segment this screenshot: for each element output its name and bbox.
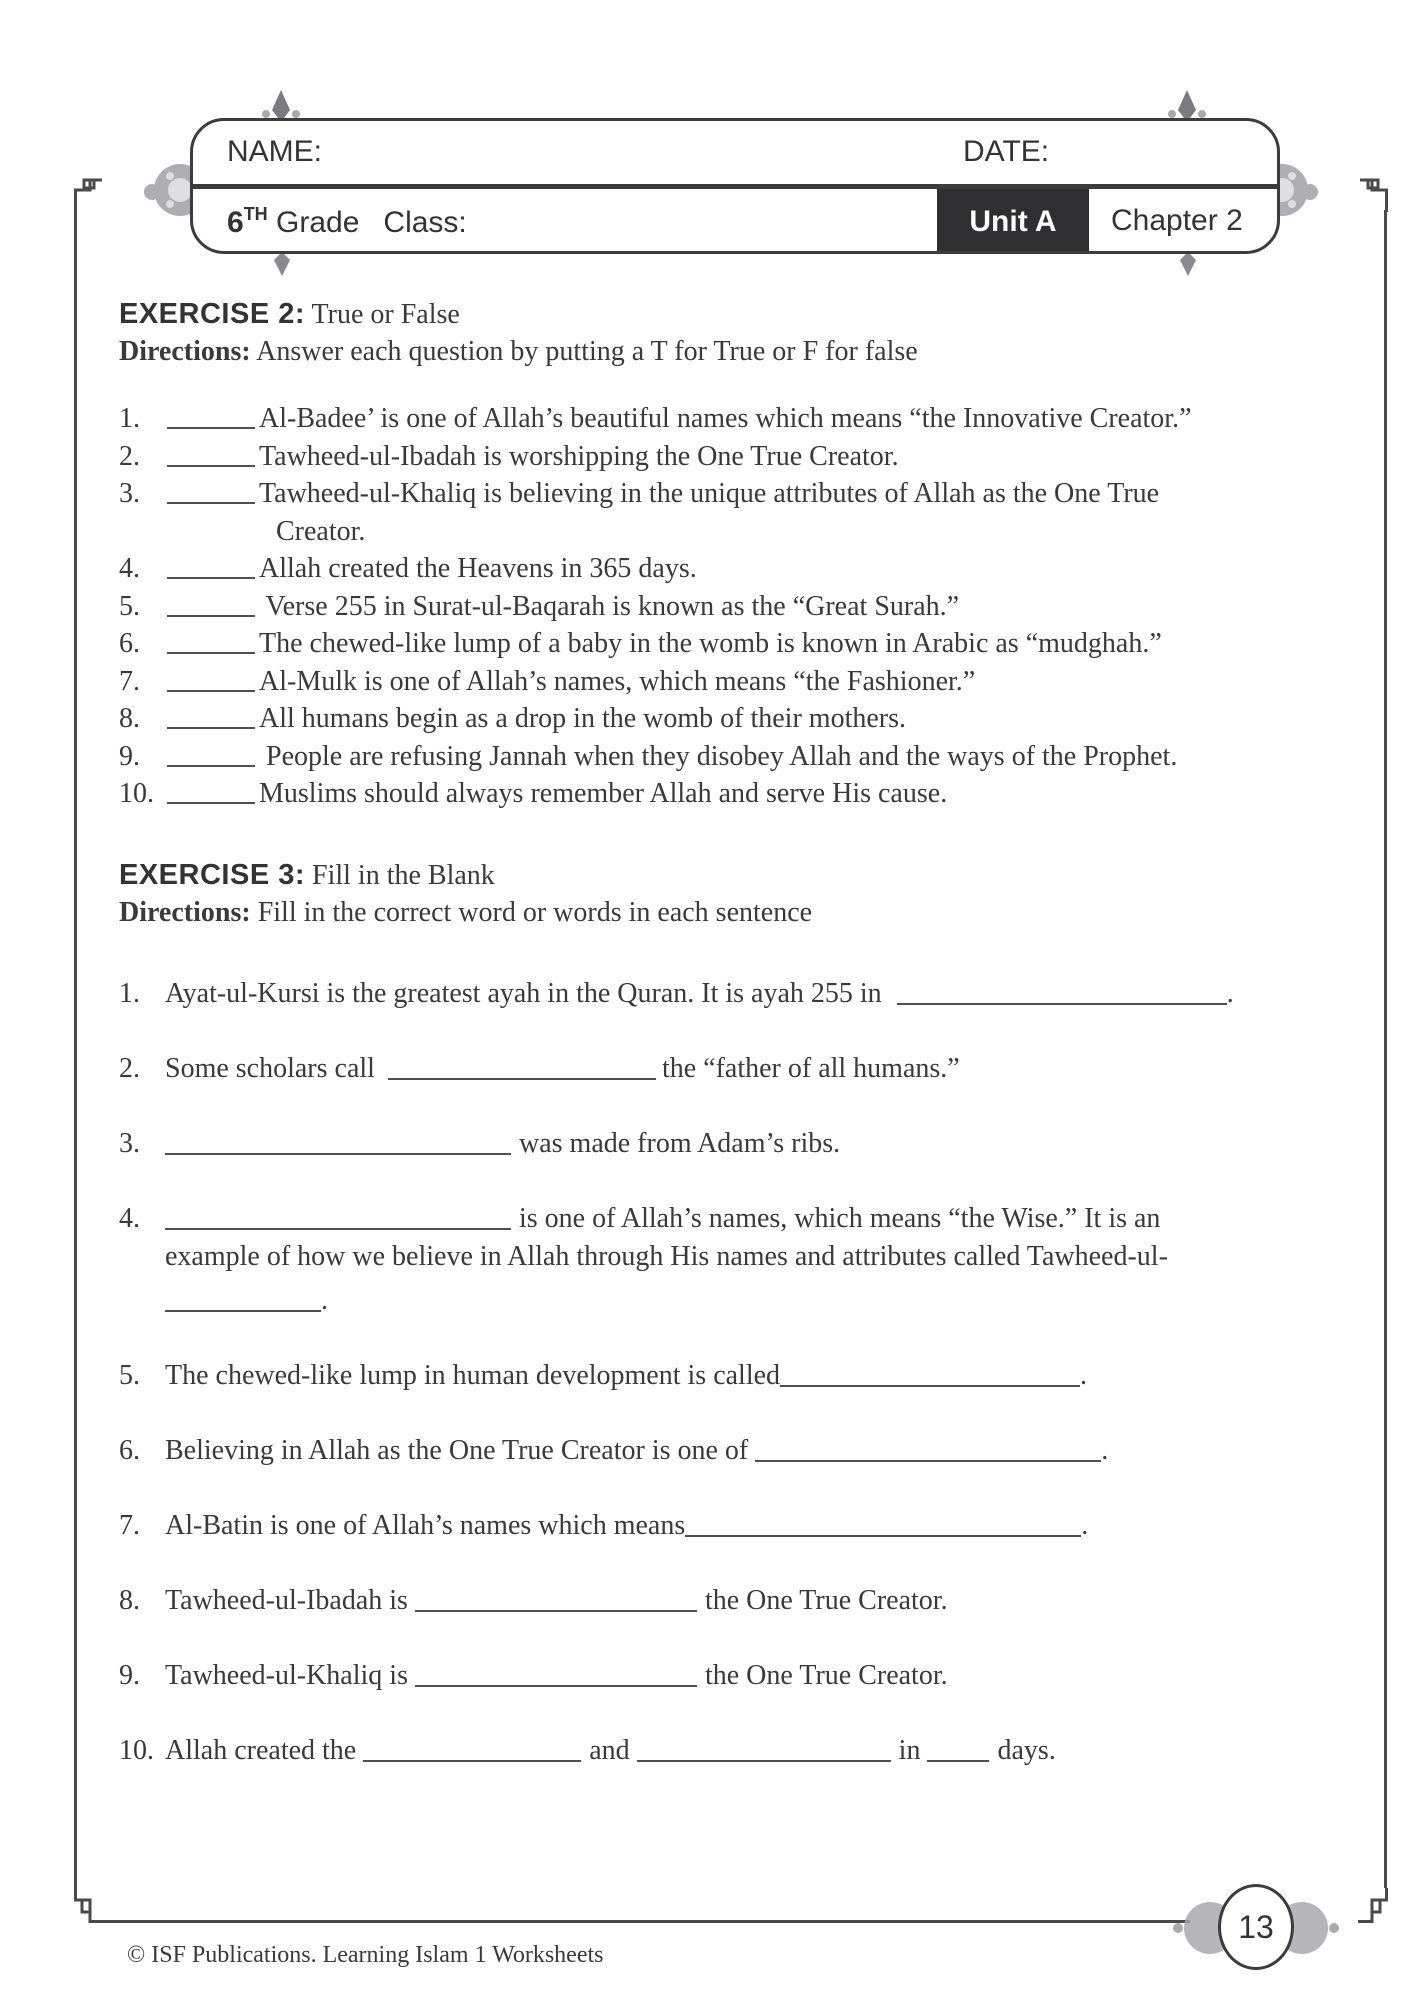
- true-false-item: [119, 475, 1339, 513]
- item-text: Tawheed-ul-Khaliq is believing in the unique attributes of Allah as the One True: [259, 478, 1160, 509]
- item-number: 10.: [119, 1734, 154, 1766]
- exercise-3: [119, 857, 1339, 1770]
- grade-number: 6: [227, 206, 244, 239]
- answer-blank[interactable]: [685, 1511, 1081, 1537]
- answer-blank[interactable]: [388, 1054, 656, 1080]
- item-number: 6.: [119, 628, 140, 659]
- item-text: Al-Mulk is one of Allah’s names, which means “the Fashioner.”: [259, 665, 976, 697]
- item-number: 3.: [119, 478, 140, 509]
- item-text: Tawheed-ul-Ibadah is: [165, 1584, 408, 1616]
- answer-blank[interactable]: [165, 1129, 511, 1155]
- fill-blank-item: [119, 1125, 1339, 1163]
- fill-blank-item: [119, 1357, 1339, 1395]
- item-text: .: [1101, 1434, 1109, 1466]
- exercise-2-subtitle: True or False: [311, 299, 460, 330]
- copyright-footer: © ISF Publications. Learning Islam 1 Worksheets: [127, 1942, 604, 1968]
- item-number: 5.: [119, 590, 140, 622]
- item-text: days.: [997, 1734, 1056, 1766]
- true-false-item: [119, 663, 1339, 701]
- item-text: .: [1226, 977, 1234, 1009]
- item-number: 5.: [119, 1359, 140, 1391]
- item-text: Al-Badee’ is one of Allah’s beautiful names which means “the Innovative Creator.”: [259, 403, 1192, 434]
- item-text: the “father of all humans.”: [661, 1052, 960, 1084]
- item-text: The chewed-like lump in human development is called: [165, 1359, 781, 1391]
- answer-blank[interactable]: [415, 1661, 697, 1687]
- arabesque-ornament-bottom-left: [262, 252, 302, 276]
- page-border-bottom: [100, 1920, 1190, 1923]
- directions-text: Answer each question by putting a T for True or F for false: [256, 336, 918, 367]
- item-text: example of how we believe in Allah through His names and attributes called Tawheed-ul-: [165, 1240, 1168, 1272]
- directions-text: Fill in the correct word or words in each sentence: [257, 896, 813, 928]
- true-false-item: [119, 588, 1339, 626]
- answer-blank[interactable]: [165, 1286, 321, 1312]
- item-text: Allah created the: [165, 1734, 357, 1766]
- grade-label: [227, 204, 467, 240]
- answer-blank[interactable]: [780, 1361, 1080, 1387]
- header-row-grade-unit: [193, 189, 1277, 254]
- fill-blank-item: [119, 1657, 1339, 1695]
- item-text: Tawheed-ul-Ibadah is worshipping the One True Creator.: [259, 440, 899, 472]
- corner-ornament-top-right: [1354, 178, 1388, 212]
- item-text: was made from Adam’s ribs.: [519, 1127, 841, 1159]
- answer-blank[interactable]: [755, 1436, 1101, 1462]
- header-row-name-date: [193, 121, 1277, 184]
- item-text: Ayat-ul-Kursi is the greatest ayah in the Quran. It is ayah 255 in: [165, 977, 882, 1009]
- fill-blank-item: [119, 1050, 1339, 1088]
- item-text: Believing in Allah as the One True Creator is one of: [165, 1434, 749, 1466]
- answer-blank[interactable]: [167, 478, 255, 504]
- fill-blank-item: [119, 1732, 1339, 1770]
- item-number: 1.: [119, 977, 140, 1009]
- true-false-item: [119, 438, 1339, 476]
- item-number: 7.: [119, 665, 140, 697]
- item-text: .: [321, 1284, 328, 1316]
- item-text: the One True Creator.: [704, 1659, 948, 1691]
- answer-blank[interactable]: [167, 666, 255, 692]
- exercise-2-directions: [119, 334, 1339, 370]
- item-number: 2.: [119, 1052, 140, 1084]
- item-text: The chewed-like lump of a baby in the womb is known in Arabic as “mudghah.”: [259, 628, 1162, 659]
- exercise-2: [119, 296, 1339, 813]
- true-false-item: [119, 700, 1339, 738]
- item-text: .: [1080, 1359, 1088, 1391]
- answer-blank[interactable]: [167, 741, 255, 767]
- item-number: 9.: [119, 1659, 140, 1691]
- answer-blank[interactable]: [167, 591, 255, 617]
- date-label: DATE:: [963, 135, 1050, 168]
- item-text: is one of Allah’s names, which means “the Wise.” It is an: [519, 1202, 1161, 1234]
- fill-blank-item: [119, 1582, 1339, 1620]
- true-false-item: [119, 775, 1339, 813]
- exercise-3-heading: EXERCISE 3:: [119, 858, 305, 891]
- exercise-3-subtitle: Fill in the Blank: [312, 859, 495, 891]
- item-text: Muslims should always remember Allah and serve His cause.: [259, 778, 948, 809]
- corner-ornament-bottom-right: [1354, 1888, 1388, 1922]
- answer-blank[interactable]: [167, 553, 255, 579]
- fill-blank-item: [119, 1200, 1339, 1320]
- name-label: NAME:: [227, 135, 323, 168]
- item-text: Tawheed-ul-Khaliq is: [165, 1659, 408, 1691]
- exercise-3-title: [119, 857, 1339, 895]
- answer-blank[interactable]: [167, 403, 255, 429]
- fill-blank-item: [119, 975, 1339, 1013]
- item-number: 8.: [119, 1584, 140, 1616]
- answer-blank[interactable]: [167, 628, 255, 654]
- unit-badge: Unit A: [937, 189, 1089, 254]
- answer-blank[interactable]: [167, 441, 255, 467]
- item-text: and: [589, 1734, 630, 1766]
- item-number: 2.: [119, 440, 140, 472]
- page-number: 13: [1218, 1884, 1294, 1970]
- fill-blank-item: [119, 1507, 1339, 1545]
- item-number: 6.: [119, 1434, 140, 1466]
- true-false-list: [119, 400, 1339, 813]
- item-text: People are refusing Jannah when they disobey Allah and the ways of the Prophet.: [259, 740, 1178, 772]
- grade-suffix: TH: [243, 204, 268, 224]
- item-number: 10.: [119, 778, 154, 809]
- answer-blank[interactable]: [167, 703, 255, 729]
- worksheet-header: [190, 118, 1280, 254]
- item-text: Verse 255 in Surat-ul-Baqarah is known as the “Great Surah.”: [259, 590, 960, 622]
- item-text: All humans begin as a drop in the womb of their mothers.: [259, 703, 906, 734]
- item-number: 3.: [119, 1127, 140, 1159]
- item-text: Some scholars call: [165, 1052, 375, 1084]
- item-text-continuation: Creator.: [276, 515, 366, 547]
- item-number: 1.: [119, 403, 140, 434]
- true-false-item: [119, 550, 1339, 588]
- fill-blank-item: [119, 1432, 1339, 1470]
- corner-ornament-bottom-left: [74, 1888, 108, 1922]
- item-text: the One True Creator.: [704, 1584, 948, 1616]
- page-border-right: [1384, 210, 1387, 1888]
- exercise-2-title: [119, 296, 1339, 334]
- item-number: 9.: [119, 740, 140, 772]
- chapter-label: Chapter 2: [1111, 204, 1243, 237]
- item-text: Al-Batin is one of Allah’s names which means: [165, 1509, 686, 1541]
- answer-blank[interactable]: [165, 1204, 511, 1230]
- corner-ornament-top-left: [74, 178, 108, 212]
- page-border-left: [74, 210, 77, 1888]
- item-number: 4.: [119, 553, 140, 584]
- directions-label: Directions:: [119, 896, 251, 928]
- true-false-item: [119, 625, 1339, 663]
- true-false-item: [119, 738, 1339, 776]
- fill-blank-list: [119, 975, 1339, 1770]
- exercise-3-directions: [119, 895, 1339, 931]
- answer-blank-earth[interactable]: [637, 1736, 891, 1762]
- answer-blank-heavens[interactable]: [363, 1736, 581, 1762]
- answer-blank[interactable]: [897, 979, 1227, 1005]
- arabesque-ornament-bottom-right: [1168, 252, 1208, 276]
- answer-blank[interactable]: [167, 778, 255, 804]
- worksheet-content: [119, 296, 1339, 1807]
- true-false-item: [119, 400, 1339, 438]
- item-text: in: [898, 1734, 921, 1766]
- grade-text: Grade: [276, 206, 360, 239]
- exercise-2-heading: EXERCISE 2:: [119, 298, 305, 330]
- item-number: 4.: [119, 1202, 140, 1234]
- class-label: Class:: [383, 206, 467, 239]
- item-text: .: [1081, 1509, 1089, 1541]
- item-number: 7.: [119, 1509, 140, 1541]
- directions-label: Directions:: [119, 336, 251, 367]
- answer-blank-days[interactable]: [927, 1736, 989, 1762]
- answer-blank[interactable]: [415, 1586, 697, 1612]
- item-number: 8.: [119, 703, 140, 734]
- item-text: Allah created the Heavens in 365 days.: [259, 553, 697, 584]
